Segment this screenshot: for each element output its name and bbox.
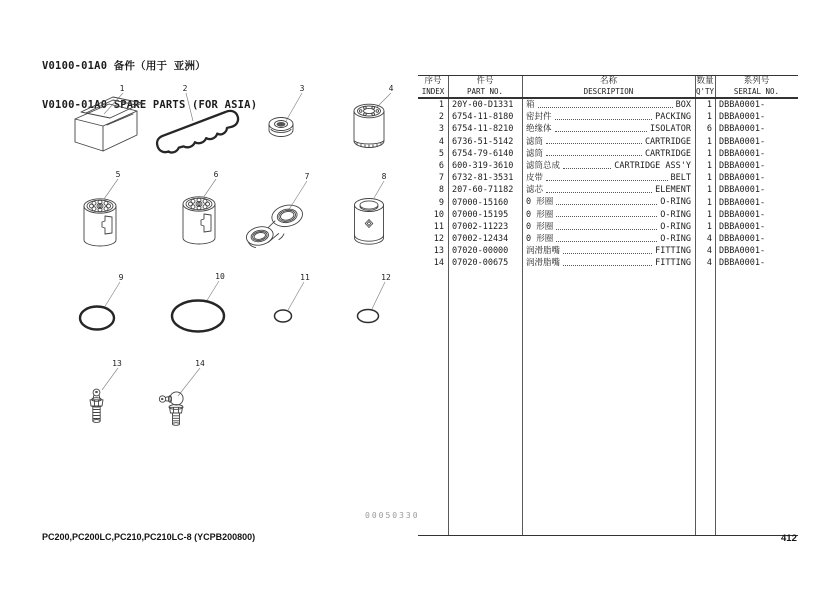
cell-qty: 1: [706, 185, 712, 196]
description-cn: 滤筒总成: [526, 160, 561, 171]
dot-leader: [563, 265, 652, 266]
cell-qty: 1: [706, 136, 712, 147]
part-drawing-isolator: [269, 84, 305, 137]
dot-leader: [556, 241, 657, 242]
dot-leader: [556, 204, 657, 205]
cell-description: [522, 148, 695, 160]
description-cn: 0 形圈: [526, 234, 554, 245]
cell-index: 12: [433, 234, 444, 245]
dot-leader: [546, 180, 668, 181]
part-drawing-box: [75, 84, 142, 151]
part-drawing-oring-11: [275, 273, 310, 322]
cell-part-no: 6754-11-8180: [452, 112, 514, 123]
cell-serial: DBBA0001-: [719, 124, 766, 135]
description-cn: 0 形圈: [526, 209, 554, 220]
description-en: CARTRIDGE: [644, 136, 691, 147]
header-index-cn: 序号: [424, 76, 442, 86]
cell-description: [522, 245, 695, 257]
cell-part-no: 20Y-00-D1331: [452, 100, 514, 110]
description-cn: 箱: [526, 99, 535, 110]
dot-leader: [563, 168, 611, 169]
parts-table: [418, 75, 798, 536]
cell-qty: 4: [706, 258, 712, 269]
part-drawing-cartridge-5: [84, 199, 116, 246]
cell-part-no: 07000-15160: [452, 197, 509, 208]
dot-leader: [546, 192, 652, 193]
description-cn: 绝缘体: [526, 124, 552, 135]
dot-leader: [556, 216, 657, 217]
header-desc-cn: 名称: [599, 76, 617, 86]
watermark: 00050330: [365, 511, 420, 520]
description-en: O-RING: [660, 221, 691, 232]
description-cn: 皮带: [526, 173, 544, 184]
header-qty-cn: 数量: [696, 76, 714, 86]
cell-qty: 1: [706, 173, 712, 184]
cell-index: 9: [438, 197, 444, 208]
part-label: 14: [195, 359, 205, 368]
cell-serial: DBBA0001-: [719, 246, 766, 257]
cell-part-no: 07002-12434: [452, 234, 509, 245]
cell-description: [522, 197, 695, 209]
header-desc-en: DESCRIPTION: [583, 87, 634, 96]
cell-part-no: 07000-15195: [452, 209, 509, 220]
cell-qty: 1: [706, 209, 712, 220]
cell-serial: DBBA0001-: [719, 173, 766, 184]
cell-description: [522, 99, 695, 111]
part-label: 7: [304, 172, 310, 181]
cell-qty: 1: [706, 100, 712, 110]
header-serial-cn: 系列号: [743, 76, 770, 86]
cell-serial: DBBA0001-: [719, 197, 766, 208]
part-drawing-oring-9: [80, 273, 124, 330]
table-row: [418, 160, 798, 172]
dot-leader: [538, 107, 673, 108]
part-drawing-fitting-14: [159, 359, 205, 425]
description-en: BELT: [670, 173, 691, 184]
description-en: O-RING: [660, 197, 691, 208]
part-label: 9: [118, 273, 124, 282]
header-serial: [715, 76, 798, 96]
table-header: [418, 76, 798, 99]
cell-index: 8: [438, 185, 444, 196]
table-row: [418, 172, 798, 184]
description-cn: 滤筒: [526, 148, 544, 159]
cell-qty: 6: [706, 124, 712, 135]
description-cn: 0 形圈: [526, 197, 554, 208]
cell-description: [522, 111, 695, 123]
table-row: [418, 111, 798, 123]
title-line-en: V0100-01A0 SPARE PARTS (FOR ASIA): [42, 99, 258, 111]
part-label: 12: [381, 273, 391, 282]
cell-part-no: 07020-00675: [452, 258, 509, 269]
cell-serial: DBBA0001-: [719, 160, 766, 171]
part-label: 11: [300, 273, 310, 282]
cell-description: [522, 209, 695, 221]
cell-qty: 1: [706, 221, 712, 232]
part-label: 13: [112, 359, 122, 368]
table-row: [418, 233, 798, 245]
cell-index: 7: [438, 173, 444, 184]
table-row: [418, 245, 798, 257]
table-row: [418, 221, 798, 233]
cell-part-no: 6754-79-6140: [452, 148, 514, 159]
description-cn: 润滑脂嘴: [526, 246, 561, 257]
part-label: 1: [119, 84, 125, 93]
description-en: ISOLATOR: [650, 124, 691, 135]
description-en: ELEMENT: [655, 185, 691, 196]
cell-part-no: 6736-51-5142: [452, 136, 514, 147]
cell-part-no: 6732-81-3531: [452, 173, 514, 184]
dot-leader: [546, 143, 642, 144]
description-en: O-RING: [660, 234, 691, 245]
dot-leader: [555, 131, 648, 132]
cell-index: 5: [438, 148, 444, 159]
header-description: [522, 76, 695, 96]
header-index-en: INDEX: [421, 87, 445, 96]
cell-qty: 1: [706, 160, 712, 171]
part-drawing-cartridge-6: [183, 197, 215, 244]
description-cn: 0 形圈: [526, 221, 554, 232]
description-cn: 密封件: [526, 112, 552, 123]
table-row: [418, 148, 798, 160]
page-number: 412: [781, 533, 797, 544]
cell-index: 11: [433, 221, 444, 232]
table-rows: [418, 99, 798, 270]
part-drawing-oring-12: [358, 273, 391, 323]
cell-description: [522, 184, 695, 196]
part-label: 10: [215, 272, 225, 281]
cell-index: 10: [433, 209, 444, 220]
table-row: [418, 257, 798, 269]
description-en: FITTING: [655, 258, 691, 269]
cell-serial: DBBA0001-: [719, 100, 766, 110]
table-row: [418, 99, 798, 111]
cell-description: [522, 136, 695, 148]
cell-description: [522, 233, 695, 245]
cell-index: 4: [438, 136, 444, 147]
cell-qty: 4: [706, 246, 712, 257]
cell-serial: DBBA0001-: [719, 112, 766, 123]
header-qty-en: Q'TY: [695, 87, 715, 96]
cell-qty: 1: [706, 197, 712, 208]
part-label: 6: [213, 170, 219, 179]
part-label: 5: [115, 170, 121, 179]
part-drawing-cartridge-4: [354, 84, 394, 148]
dot-leader: [563, 253, 652, 254]
title-line-cn: V0100-01A0 备件（用于 亚洲）: [42, 60, 206, 72]
cell-description: [522, 123, 695, 135]
cell-index: 2: [438, 112, 444, 123]
cell-part-no: 600-319-3610: [452, 160, 514, 171]
description-cn: 滤芯: [526, 185, 544, 196]
part-label: 4: [388, 84, 394, 93]
table-row: [418, 136, 798, 148]
cell-index: 14: [433, 258, 444, 269]
dot-leader: [555, 119, 653, 120]
cell-serial: DBBA0001-: [719, 136, 766, 147]
table-row: [418, 123, 798, 135]
description-en: CARTRIDGE: [644, 148, 691, 159]
dot-leader: [546, 155, 642, 156]
cell-part-no: 207-60-71182: [452, 185, 514, 196]
cell-serial: DBBA0001-: [719, 221, 766, 232]
description-cn: 滤筒: [526, 136, 544, 147]
part-drawing-packing: [154, 84, 241, 157]
header-part-en: PART NO.: [466, 87, 504, 96]
description-en: O-RING: [660, 209, 691, 220]
cell-serial: DBBA0001-: [719, 258, 766, 269]
footer-models: PC200,PC200LC,PC210,PC210LC-8 (YCPB200800): [42, 532, 256, 542]
cell-description: [522, 160, 695, 172]
cell-index: 13: [433, 246, 444, 257]
cell-description: [522, 257, 695, 269]
cell-serial: DBBA0001-: [719, 185, 766, 196]
part-drawing-fitting-13: [90, 359, 122, 422]
cell-qty: 4: [706, 234, 712, 245]
table-row: [418, 197, 798, 209]
cell-description: [522, 221, 695, 233]
cell-qty: 1: [706, 148, 712, 159]
part-drawing-oring-10: [172, 272, 225, 332]
cell-serial: DBBA0001-: [719, 234, 766, 245]
header-part-cn: 件号: [476, 76, 494, 86]
part-label: 3: [299, 84, 305, 93]
description-en: CARTRIDGE ASS'Y: [614, 160, 691, 171]
cell-index: 3: [438, 124, 444, 135]
cell-index: 1: [438, 100, 444, 110]
description-cn: 润滑脂嘴: [526, 258, 561, 269]
part-drawing-element: [355, 172, 387, 244]
description-en: PACKING: [655, 112, 691, 123]
description-en: BOX: [675, 99, 691, 110]
table-row: [418, 209, 798, 221]
cell-qty: 1: [706, 112, 712, 123]
table-row: [418, 184, 798, 196]
header-index: [418, 76, 448, 96]
cell-part-no: 07020-00000: [452, 246, 509, 257]
dot-leader: [556, 229, 657, 230]
header-serial-en: SERIAL NO.: [733, 87, 780, 96]
part-label: 2: [182, 84, 188, 93]
part-drawing-belt: [241, 172, 309, 249]
cell-part-no: 6754-11-8210: [452, 124, 514, 135]
description-en: FITTING: [655, 246, 691, 257]
cell-index: 6: [438, 160, 444, 171]
cell-part-no: 07002-11223: [452, 221, 509, 232]
cell-serial: DBBA0001-: [719, 148, 766, 159]
header-part-no: [448, 76, 522, 96]
cell-description: [522, 172, 695, 184]
part-label: 8: [381, 172, 387, 181]
cell-serial: DBBA0001-: [719, 209, 766, 220]
